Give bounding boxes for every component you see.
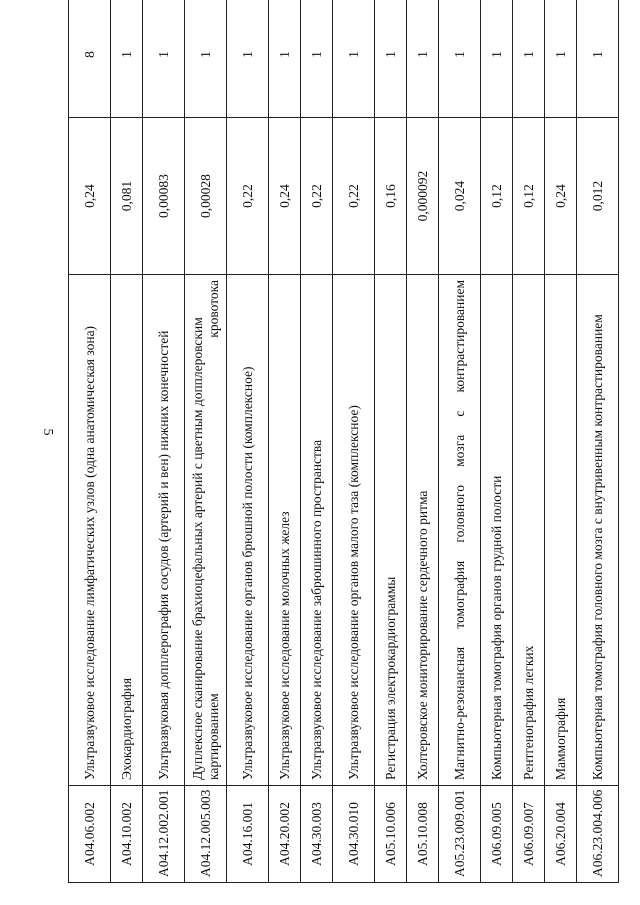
frequency-value: 0,24 xyxy=(545,118,577,275)
service-name: Ультразвуковое исследование молочных желез xyxy=(269,275,301,786)
multiplicity-value: 1 xyxy=(227,0,269,118)
frequency-value: 0,22 xyxy=(301,118,333,275)
service-name: Холтеровское мониторирование сердечного ритма xyxy=(407,275,439,786)
table-container xyxy=(68,36,604,883)
service-code: А04.10.002 xyxy=(111,786,143,883)
multiplicity-value: 1 xyxy=(513,0,545,118)
service-name: Эхокардиография xyxy=(111,275,143,786)
table-row xyxy=(143,0,185,883)
service-code: А04.16.001 xyxy=(227,786,269,883)
service-code: А06.23.004.006 xyxy=(577,786,619,883)
service-code: А06.20.004 xyxy=(545,786,577,883)
service-code: А04.12.002.001 xyxy=(143,786,185,883)
service-code: А05.10.008 xyxy=(407,786,439,883)
service-name: Ультразвуковое исследование органов малого таза (комплексное) xyxy=(333,275,375,786)
multiplicity-value: 1 xyxy=(545,0,577,118)
frequency-value: 0,00083 xyxy=(143,118,185,275)
frequency-value: 0,00028 xyxy=(185,118,227,275)
multiplicity-value: 1 xyxy=(185,0,227,118)
service-code: А06.09.007 xyxy=(513,786,545,883)
service-name: Регистрация электрокардиограммы xyxy=(375,275,407,786)
service-name: Компьютерная томография органов грудной полости xyxy=(481,275,513,786)
table-row xyxy=(301,0,333,883)
table-row xyxy=(545,0,577,883)
service-code: А04.30.010 xyxy=(333,786,375,883)
service-name: Ультразвуковое исследование лимфатических узлов (одна анатомическая зона) xyxy=(69,275,111,786)
frequency-value: 0,000092 xyxy=(407,118,439,275)
service-code: А04.12.005.003 xyxy=(185,786,227,883)
multiplicity-value: 1 xyxy=(407,0,439,118)
table-row xyxy=(333,0,375,883)
table-row xyxy=(513,0,545,883)
service-name: Ультразвуковое исследование забрюшинного пространства xyxy=(301,275,333,786)
multiplicity-value: 1 xyxy=(143,0,185,118)
service-code: А05.23.009.001 xyxy=(439,786,481,883)
service-code: А06.09.005 xyxy=(481,786,513,883)
multiplicity-value: 1 xyxy=(333,0,375,118)
multiplicity-value: 1 xyxy=(269,0,301,118)
multiplicity-value: 1 xyxy=(111,0,143,118)
table-row xyxy=(481,0,513,883)
service-name: Рентгенография легких xyxy=(513,275,545,786)
table-row xyxy=(577,0,619,883)
frequency-value: 0,22 xyxy=(333,118,375,275)
multiplicity-value: 1 xyxy=(577,0,619,118)
table-row xyxy=(111,0,143,883)
multiplicity-value: 8 xyxy=(69,0,111,118)
frequency-value: 0,22 xyxy=(227,118,269,275)
frequency-value: 0,24 xyxy=(69,118,111,275)
page-number: 5 xyxy=(40,428,55,436)
frequency-value: 0,081 xyxy=(111,118,143,275)
service-name: Компьютерная томография головного мозга с внутривенным контрастированием xyxy=(577,275,619,786)
multiplicity-value: 1 xyxy=(481,0,513,118)
frequency-value: 0,012 xyxy=(577,118,619,275)
service-name: Ультразвуковое исследование органов брюшной полости (комплексное) xyxy=(227,275,269,786)
frequency-value: 0,12 xyxy=(481,118,513,275)
table-row xyxy=(439,0,481,883)
frequency-value: 0,024 xyxy=(439,118,481,275)
service-name: Дуплексное сканирование брахиоцефальных артерий с цветным допплеровским картированием кровотока xyxy=(185,275,227,786)
table-row xyxy=(69,0,111,883)
multiplicity-value: 1 xyxy=(301,0,333,118)
service-name: Маммография xyxy=(545,275,577,786)
table-row xyxy=(269,0,301,883)
multiplicity-value: 1 xyxy=(439,0,481,118)
service-name: Ультразвуковая допплерография сосудов (артерий и вен) нижних конечностей xyxy=(143,275,185,786)
services-table xyxy=(68,0,619,883)
table-row xyxy=(407,0,439,883)
frequency-value: 0,12 xyxy=(513,118,545,275)
service-code: А04.06.002 xyxy=(69,786,111,883)
table-row xyxy=(375,0,407,883)
table-row xyxy=(227,0,269,883)
table-row xyxy=(185,0,227,883)
service-code: А04.20.002 xyxy=(269,786,301,883)
frequency-value: 0,24 xyxy=(269,118,301,275)
service-code: А04.30.003 xyxy=(301,786,333,883)
frequency-value: 0,16 xyxy=(375,118,407,275)
service-code: А05.10.006 xyxy=(375,786,407,883)
multiplicity-value: 1 xyxy=(375,0,407,118)
service-name: Магнитно-резонансная томография головного мозга с контрастированием xyxy=(439,275,481,786)
